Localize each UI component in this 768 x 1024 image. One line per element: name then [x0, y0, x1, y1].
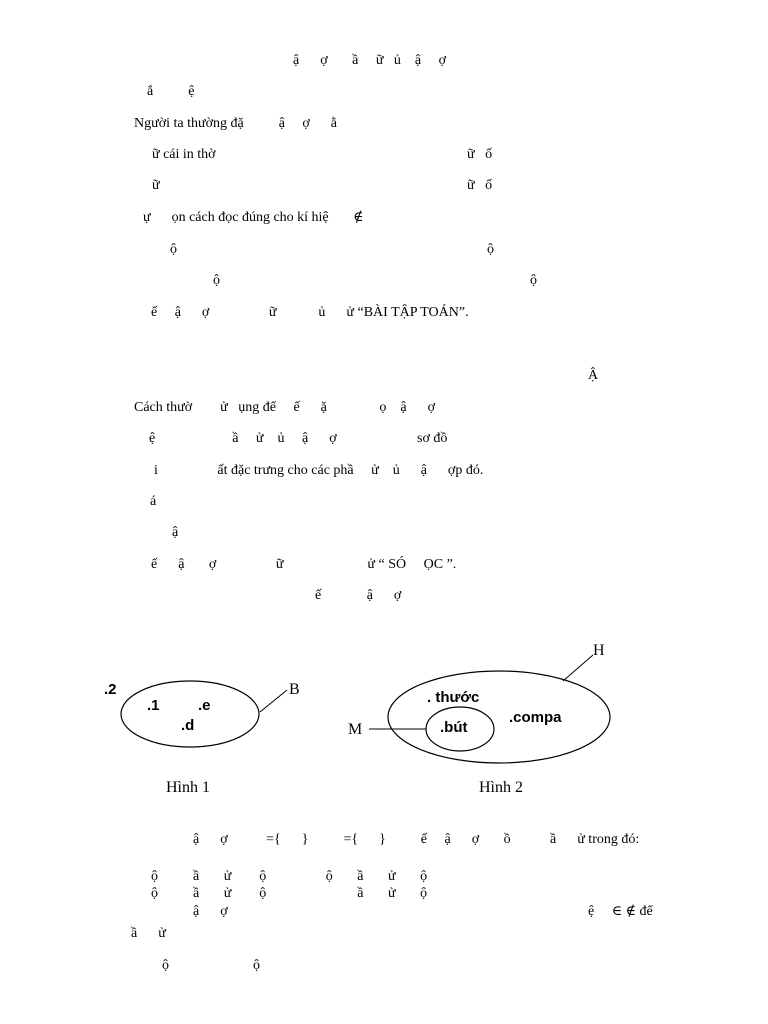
section1-title: ậ ợ ầ ữ ủ ậ ợ	[293, 53, 447, 68]
text-line: ữ ố	[467, 147, 493, 162]
set-b-ellipse	[121, 681, 259, 747]
text-line: ộ ộ	[162, 958, 260, 973]
text-line: ầ ử	[131, 926, 166, 941]
set-h-ellipse	[388, 671, 610, 763]
text-line: ộ	[530, 273, 537, 288]
set-h-element: . thước	[427, 689, 480, 706]
text-line: ế ậ ợ	[315, 588, 402, 603]
text-line: ộ ầ ử ộ ầ ử ộ	[151, 886, 428, 901]
text-line: ậ ợ	[193, 904, 228, 919]
text-line: ệ ầ ử ủ ậ ợ	[149, 431, 337, 446]
text-line: ệ ∈ ∉ để	[588, 904, 653, 919]
text-line: ữ cái in thờ	[152, 147, 216, 162]
set-b-pointer	[260, 690, 287, 712]
text-line: Người ta thường đặ ậ ợ ằ	[134, 116, 338, 131]
text-line: i ất đặc trưng cho các phầ ử ủ ậ ợp đó.	[154, 463, 484, 478]
figure1-caption: Hình 1	[166, 779, 210, 796]
text-line: Cách thườ ử ụng để ế ặ ọ ậ ợ	[134, 400, 435, 415]
text-line: ộ	[170, 242, 177, 257]
text-line: sơ đồ	[417, 431, 448, 446]
text-line: ự ọn cách đọc đúng cho kí hiệ ∉	[143, 210, 364, 225]
text-line: á	[150, 494, 157, 509]
set-m-element: .bút	[440, 719, 468, 736]
set-h-pointer	[563, 655, 593, 681]
outside-element-label: .2	[104, 681, 117, 698]
section1-subtitle: ắ ệ	[147, 84, 195, 99]
text-line: ữ ố	[467, 178, 493, 193]
text-line: ậ ợ ={ } ={ } ế ậ ợ ồ	[193, 832, 511, 847]
figure2-caption: Hình 2	[479, 779, 523, 796]
section2-heading: Ậ	[588, 368, 599, 383]
text-line: ữ	[152, 178, 160, 193]
set-b-element: .d	[181, 717, 195, 734]
text-line: ộ	[213, 273, 220, 288]
set-h-label: H	[593, 642, 605, 659]
text-line: ầ ử trong đó:	[550, 832, 640, 847]
set-h-element: .compa	[509, 709, 562, 726]
text-line: ộ	[487, 242, 494, 257]
text-line: ế ậ ợ ữ ử “ SÓ ỌC ”.	[151, 557, 457, 572]
set-m-label: M	[348, 721, 363, 738]
text-line: ộ ầ ử ộ ộ ầ ử ộ	[151, 869, 428, 884]
text-line: ậ	[172, 525, 179, 540]
set-b-element: .1	[147, 697, 160, 714]
text-line: ế ậ ợ ữ ủ ử “BÀI TẬP TOÁN”.	[151, 305, 469, 320]
set-b-label: B	[289, 681, 300, 698]
set-b-element: .e	[198, 697, 211, 714]
